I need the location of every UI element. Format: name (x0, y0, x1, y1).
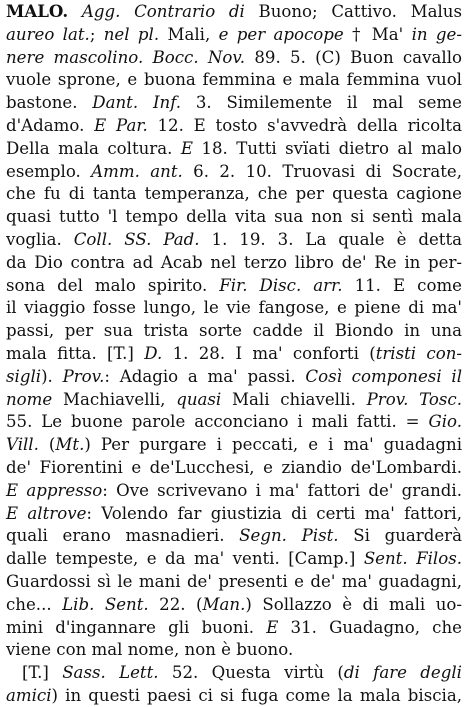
entry-line (6, 182, 462, 205)
entry-text: quali erano masnadieri. (6, 526, 240, 546)
entry-text: Mali, (159, 24, 219, 44)
italic-text: Così componesi il (305, 366, 462, 386)
entry-line (6, 502, 462, 525)
italic-text: tristi con- (375, 344, 462, 363)
italic-text: Sent. Filos. (363, 549, 462, 569)
entry-text: de' Fiorentini e de'Lucchesi, e ziandio de'Lombardi. (6, 458, 462, 477)
italic-text: Dant. Inf. (92, 93, 182, 113)
entry-text: 1. 28. I ma' conforti ( (162, 344, 376, 363)
italic-text: D. (144, 344, 163, 363)
entry-line (6, 365, 462, 388)
italic-text: E (180, 138, 193, 158)
entry-line (6, 137, 462, 160)
entry-line (6, 570, 462, 593)
entry-line (6, 23, 462, 46)
entry-text: ; (89, 24, 104, 44)
entry-line (6, 160, 462, 183)
entry-text: 18. Tutti svïati dietro al malo (192, 138, 462, 158)
entry-line (6, 274, 462, 297)
entry-text: 22. ( (148, 594, 203, 614)
entry-text: passi, per sua trista sorte cadde il Biondo in una (6, 321, 462, 341)
entry-line (6, 456, 462, 479)
entry-line (6, 342, 462, 365)
italic-text: di fare degli (343, 663, 462, 683)
entry-text: 6. 2. 10. Truovasi di Socrate, (182, 161, 462, 181)
italic-text: Prov. Tosc. (366, 389, 462, 409)
italic-text: Fir. Disc. arr. (219, 275, 343, 295)
entry-line (6, 91, 462, 114)
entry-text: : Ove scrivevano i ma' fattori de' grandi. (102, 480, 462, 500)
entry-line (6, 0, 462, 23)
entry-text: mala fitta. [T.] (6, 344, 145, 363)
entry-text: 3. Similemente il mal seme (181, 93, 462, 113)
entry-text (143, 48, 152, 67)
entry-line (22, 661, 462, 684)
entry-text: Della mala coltura. (6, 138, 181, 158)
entry-text: 1. 19. 3. La quale è detta (199, 230, 463, 249)
italic-text: e per apocope (218, 24, 344, 44)
italic-text: nere mascolino. (6, 47, 144, 67)
entry-text: viene con mal nome, non è buono. (6, 640, 294, 660)
entry-text: il viaggio fosse lungo, le vie fangose, e piene di ma' (6, 298, 462, 318)
italic-text: Lib. Sent. (62, 594, 149, 614)
entry-text: 52. Questa virtù ( (158, 663, 344, 683)
italic-text: E altrove (6, 503, 87, 523)
italic-text: E appresso (6, 480, 103, 500)
italic-text: Sass. Lett. (62, 663, 159, 683)
headword: MALO. (6, 1, 69, 21)
italic-text: quasi (176, 389, 222, 409)
entry-text: Si guarderà (338, 526, 462, 546)
entry-line (6, 46, 462, 69)
italic-text: Man. (202, 594, 246, 614)
entry-line (6, 524, 462, 547)
entry-text: Mali chiavelli. (221, 389, 367, 409)
entry-text: Buono; Cattivo. Malus (244, 2, 462, 21)
entry-text: che fu di tanta temperanza, che per questa cagione (6, 184, 462, 204)
entry-line (6, 433, 462, 456)
italic-text: Segn. Pist. (239, 526, 339, 546)
entry-text: che... (6, 594, 63, 614)
entry-line (6, 388, 462, 411)
entry-text: 55. Le buone parole acconciano i mali fatti. = (6, 412, 429, 432)
italic-text: Amm. ant. (91, 161, 183, 181)
italic-text: Mt. (55, 435, 85, 455)
entry-text: d'Adamo. (6, 116, 95, 135)
italic-text: Contrario di (134, 2, 245, 21)
entry-line (6, 296, 462, 319)
entry-line (6, 479, 462, 502)
entry-text: voglia. (6, 230, 74, 249)
entry-text: mini d'ingannare gli buoni. (6, 617, 267, 637)
entry-text: esemplo. (6, 161, 92, 181)
entry-text: 12. E tosto s'avvedrà della ricolta (147, 116, 462, 135)
italic-text: amici (6, 686, 52, 705)
entry-line (6, 114, 462, 137)
italic-text: Agg. (81, 2, 121, 21)
italic-text: Coll. SS. Pad. (73, 230, 200, 249)
entry-line (6, 319, 462, 342)
entry-text: sona del malo spirito. (6, 275, 220, 295)
entry-line (6, 410, 462, 433)
entry-line (6, 684, 462, 707)
entry-text: ) in questi paesi ci si fuga come la mala biscia, (51, 686, 462, 705)
entry-text: : Volendo far giustizia di certi ma' fattori, (86, 503, 462, 523)
entry-line (6, 593, 462, 616)
entry-text: Guardossi sì le mani de' presenti e de' ma' guadagni, (6, 572, 462, 591)
entry-text: ( (38, 435, 56, 455)
entry-line (6, 547, 462, 570)
italic-text: in ge- (411, 24, 462, 44)
entry-text: [T.] (22, 663, 63, 683)
entry-text: ). (41, 366, 63, 386)
entry-text: ) Sollazzo è di mali uo- (245, 594, 462, 614)
entry-text: vuole sprone, e buona femmina e mala femmina vuol (6, 70, 462, 90)
entry-text: bastone. (6, 93, 93, 113)
entry-line (6, 228, 462, 251)
entry-line (6, 205, 462, 228)
italic-text: Gio. (428, 412, 462, 432)
entry-line (6, 251, 462, 274)
italic-text: aureo lat. (6, 24, 90, 44)
entry-text: 31. Guadagno, che (278, 617, 462, 637)
entry-text: 89. 5. (C) Buon cavallo (245, 47, 462, 67)
entry-text: Machiavelli, (52, 389, 177, 409)
entry-text (68, 2, 82, 21)
entry-line (6, 638, 462, 661)
italic-text: E Par. (94, 116, 148, 135)
entry-line (6, 68, 462, 91)
italic-text: Prov. (62, 366, 105, 386)
entry-text: 11. E come (342, 275, 463, 295)
italic-text: Vill. (6, 435, 39, 455)
italic-text: nel pl. (103, 24, 160, 44)
italic-text: E (266, 617, 279, 637)
entry-text: quasi tutto 'l tempo della vita sua non si sentì mala (6, 207, 462, 227)
entry-text (120, 2, 134, 21)
entry-text: † Ma' (343, 24, 412, 44)
italic-text: Bocc. Nov. (152, 47, 246, 67)
entry-text: : Adagio a ma' passi. (104, 366, 306, 386)
entry-line (6, 616, 462, 639)
entry-text: da Dio contra ad Acab nel terzo libro de' Re in per- (6, 252, 462, 272)
italic-text: sigli (6, 366, 42, 386)
entry-text: ) Per purgare i peccati, e i ma' guadagni (84, 435, 463, 455)
entry-text: dalle tempeste, e da ma' venti. [Camp.] (6, 549, 364, 569)
italic-text: nome (6, 389, 53, 409)
